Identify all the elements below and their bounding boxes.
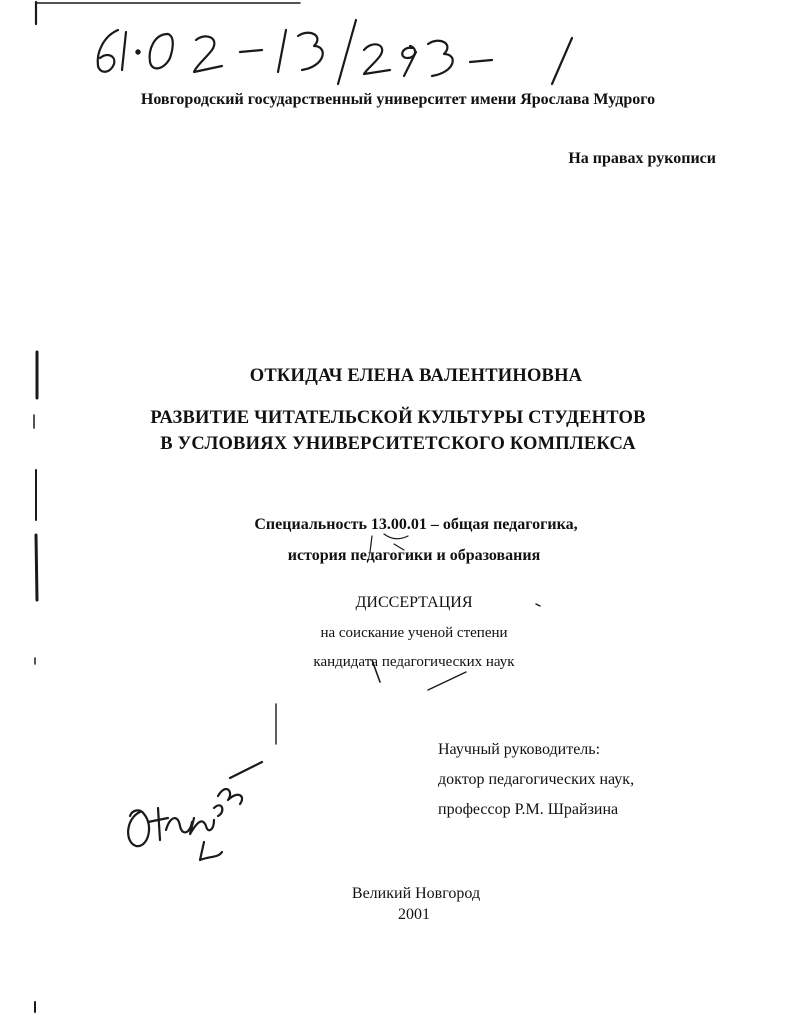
degree-line1: на соискание ученой степени [320,625,508,641]
year: 2001 [398,906,430,923]
city: Великий Новгород [351,885,481,902]
degree-line2: кандидата педагогических наук [313,654,515,670]
university-name: Новгородский государственный университет имени Ярослава Мудрого [140,91,656,108]
supervisor-name: профессор Р.М. Шрайзина [438,801,619,818]
rights-note: На правах рукописи [568,150,716,167]
specialty-line2: история педагогики и образования [287,547,541,564]
dissertation-title-line2: В УСЛОВИЯХ УНИВЕРСИТЕТСКОГО КОМПЛЕКСА [160,434,636,454]
supervisor-label: Научный руководитель: [438,741,601,758]
dissertation-title-line1: РАЗВИТИЕ ЧИТАТЕЛЬСКОЙ КУЛЬТУРЫ СТУДЕНТОВ [150,408,646,428]
author-name: ОТКИДАЧ ЕЛЕНА ВАЛЕНТИНОВНА [249,366,583,386]
supervisor-degree: доктор педагогических наук, [438,771,635,788]
document-type: ДИССЕРТАЦИЯ [355,594,473,611]
specialty-line1: Специальность 13.00.01 – общая педагогика, [254,516,578,533]
